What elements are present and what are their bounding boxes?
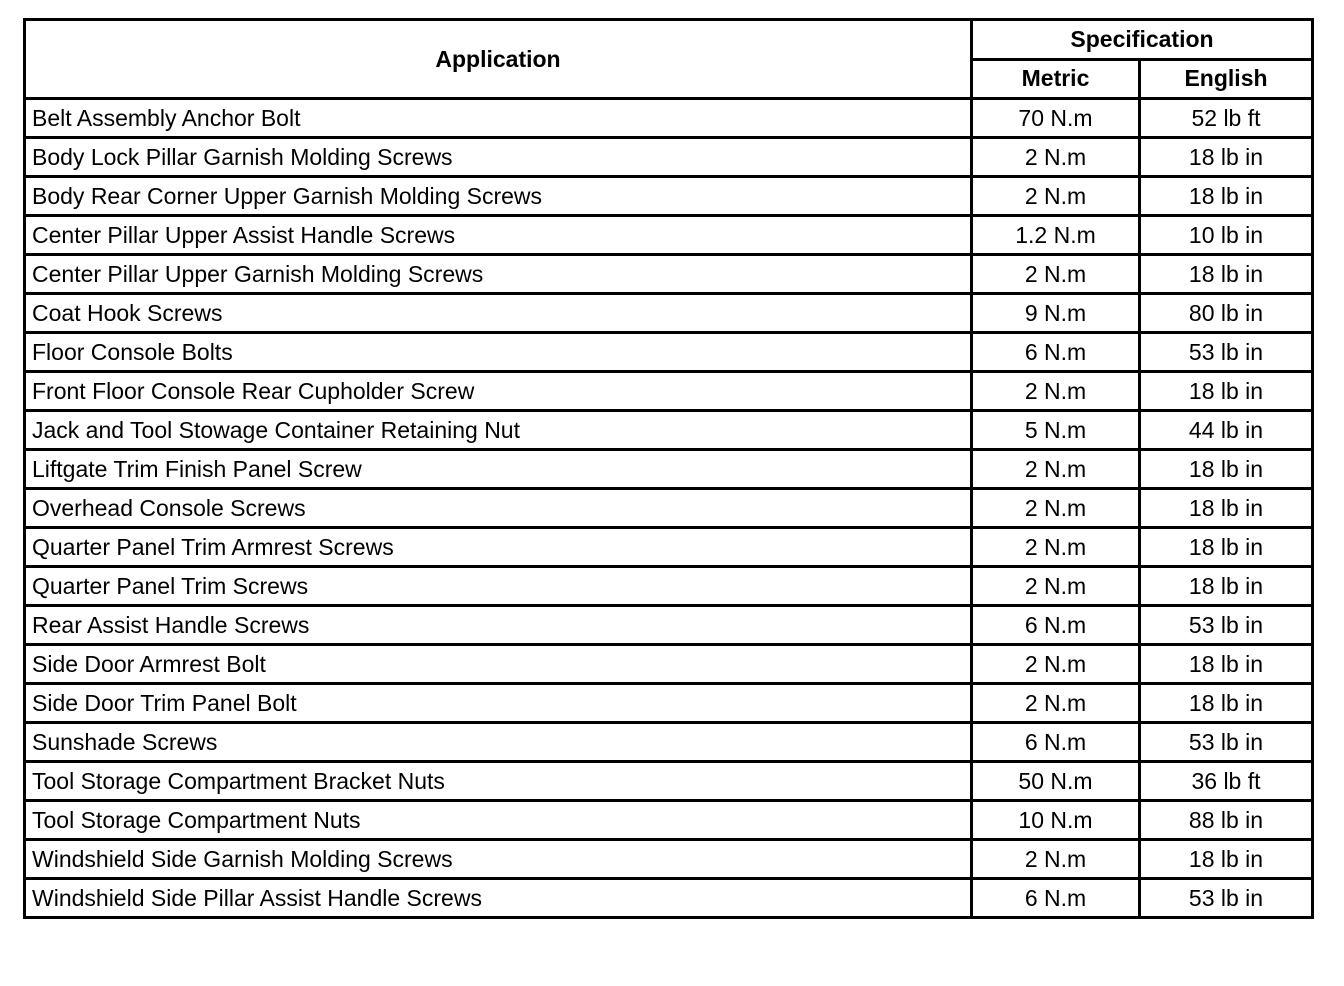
- english-value-cell: 18 lb in: [1140, 684, 1313, 723]
- english-value-cell: 18 lb in: [1140, 645, 1313, 684]
- english-value-cell: 18 lb in: [1140, 372, 1313, 411]
- table-row: [25, 489, 1313, 528]
- application-cell: Tool Storage Compartment Nuts: [25, 801, 972, 840]
- metric-value-cell: 2 N.m: [972, 567, 1140, 606]
- application-cell: Floor Console Bolts: [25, 333, 972, 372]
- application-cell: Body Lock Pillar Garnish Molding Screws: [25, 138, 972, 177]
- metric-value-cell: 2 N.m: [972, 840, 1140, 879]
- metric-value-cell: 2 N.m: [972, 489, 1140, 528]
- table-row: [25, 450, 1313, 489]
- application-cell: Quarter Panel Trim Armrest Screws: [25, 528, 972, 567]
- english-value-cell: 52 lb ft: [1140, 99, 1313, 138]
- table-row: [25, 138, 1313, 177]
- application-cell: Windshield Side Garnish Molding Screws: [25, 840, 972, 879]
- spec-table-container: [23, 18, 1314, 919]
- application-cell: Front Floor Console Rear Cupholder Screw: [25, 372, 972, 411]
- table-row: [25, 528, 1313, 567]
- metric-value-cell: 6 N.m: [972, 879, 1140, 918]
- application-cell: Center Pillar Upper Assist Handle Screws: [25, 216, 972, 255]
- application-cell: Sunshade Screws: [25, 723, 972, 762]
- english-value-cell: 18 lb in: [1140, 138, 1313, 177]
- application-cell: Center Pillar Upper Garnish Molding Screws: [25, 255, 972, 294]
- english-value-cell: 53 lb in: [1140, 723, 1313, 762]
- table-row: [25, 684, 1313, 723]
- english-value-cell: 36 lb ft: [1140, 762, 1313, 801]
- specification-column-header: Specification: [972, 20, 1313, 60]
- english-value-cell: 18 lb in: [1140, 177, 1313, 216]
- english-value-cell: 88 lb in: [1140, 801, 1313, 840]
- metric-value-cell: 2 N.m: [972, 255, 1140, 294]
- metric-value-cell: 2 N.m: [972, 684, 1140, 723]
- english-value-cell: 18 lb in: [1140, 840, 1313, 879]
- application-cell: Overhead Console Screws: [25, 489, 972, 528]
- metric-value-cell: 6 N.m: [972, 723, 1140, 762]
- application-cell: Windshield Side Pillar Assist Handle Screws: [25, 879, 972, 918]
- table-row: [25, 177, 1313, 216]
- english-value-cell: 18 lb in: [1140, 450, 1313, 489]
- english-column-header: English: [1140, 59, 1313, 99]
- application-cell: Side Door Armrest Bolt: [25, 645, 972, 684]
- table-row: [25, 294, 1313, 333]
- header-row-top: [25, 20, 1313, 60]
- metric-value-cell: 50 N.m: [972, 762, 1140, 801]
- metric-value-cell: 2 N.m: [972, 645, 1140, 684]
- application-cell: Coat Hook Screws: [25, 294, 972, 333]
- application-cell: Tool Storage Compartment Bracket Nuts: [25, 762, 972, 801]
- metric-value-cell: 1.2 N.m: [972, 216, 1140, 255]
- metric-value-cell: 2 N.m: [972, 528, 1140, 567]
- table-row: [25, 99, 1313, 138]
- application-cell: Body Rear Corner Upper Garnish Molding Screws: [25, 177, 972, 216]
- metric-value-cell: 2 N.m: [972, 450, 1140, 489]
- table-row: [25, 762, 1313, 801]
- table-row: [25, 840, 1313, 879]
- application-cell: Jack and Tool Stowage Container Retaining Nut: [25, 411, 972, 450]
- application-cell: Quarter Panel Trim Screws: [25, 567, 972, 606]
- metric-value-cell: 6 N.m: [972, 333, 1140, 372]
- application-column-header: Application: [25, 20, 972, 99]
- metric-value-cell: 5 N.m: [972, 411, 1140, 450]
- table-row: [25, 333, 1313, 372]
- english-value-cell: 53 lb in: [1140, 333, 1313, 372]
- metric-value-cell: 9 N.m: [972, 294, 1140, 333]
- metric-column-header: Metric: [972, 59, 1140, 99]
- table-row: [25, 723, 1313, 762]
- metric-value-cell: 70 N.m: [972, 99, 1140, 138]
- application-cell: Liftgate Trim Finish Panel Screw: [25, 450, 972, 489]
- table-row: [25, 606, 1313, 645]
- table-row: [25, 645, 1313, 684]
- table-row: [25, 216, 1313, 255]
- english-value-cell: 53 lb in: [1140, 606, 1313, 645]
- english-value-cell: 18 lb in: [1140, 567, 1313, 606]
- table-row: [25, 567, 1313, 606]
- torque-spec-table: [23, 18, 1314, 919]
- metric-value-cell: 2 N.m: [972, 138, 1140, 177]
- english-value-cell: 10 lb in: [1140, 216, 1313, 255]
- table-row: [25, 879, 1313, 918]
- application-cell: Side Door Trim Panel Bolt: [25, 684, 972, 723]
- table-body: [25, 99, 1313, 918]
- table-header: [25, 20, 1313, 99]
- metric-value-cell: 2 N.m: [972, 372, 1140, 411]
- english-value-cell: 53 lb in: [1140, 879, 1313, 918]
- table-row: [25, 801, 1313, 840]
- english-value-cell: 18 lb in: [1140, 489, 1313, 528]
- application-cell: Rear Assist Handle Screws: [25, 606, 972, 645]
- table-row: [25, 411, 1313, 450]
- english-value-cell: 44 lb in: [1140, 411, 1313, 450]
- table-row: [25, 372, 1313, 411]
- english-value-cell: 18 lb in: [1140, 528, 1313, 567]
- metric-value-cell: 6 N.m: [972, 606, 1140, 645]
- english-value-cell: 80 lb in: [1140, 294, 1313, 333]
- english-value-cell: 18 lb in: [1140, 255, 1313, 294]
- metric-value-cell: 2 N.m: [972, 177, 1140, 216]
- application-cell: Belt Assembly Anchor Bolt: [25, 99, 972, 138]
- table-row: [25, 255, 1313, 294]
- metric-value-cell: 10 N.m: [972, 801, 1140, 840]
